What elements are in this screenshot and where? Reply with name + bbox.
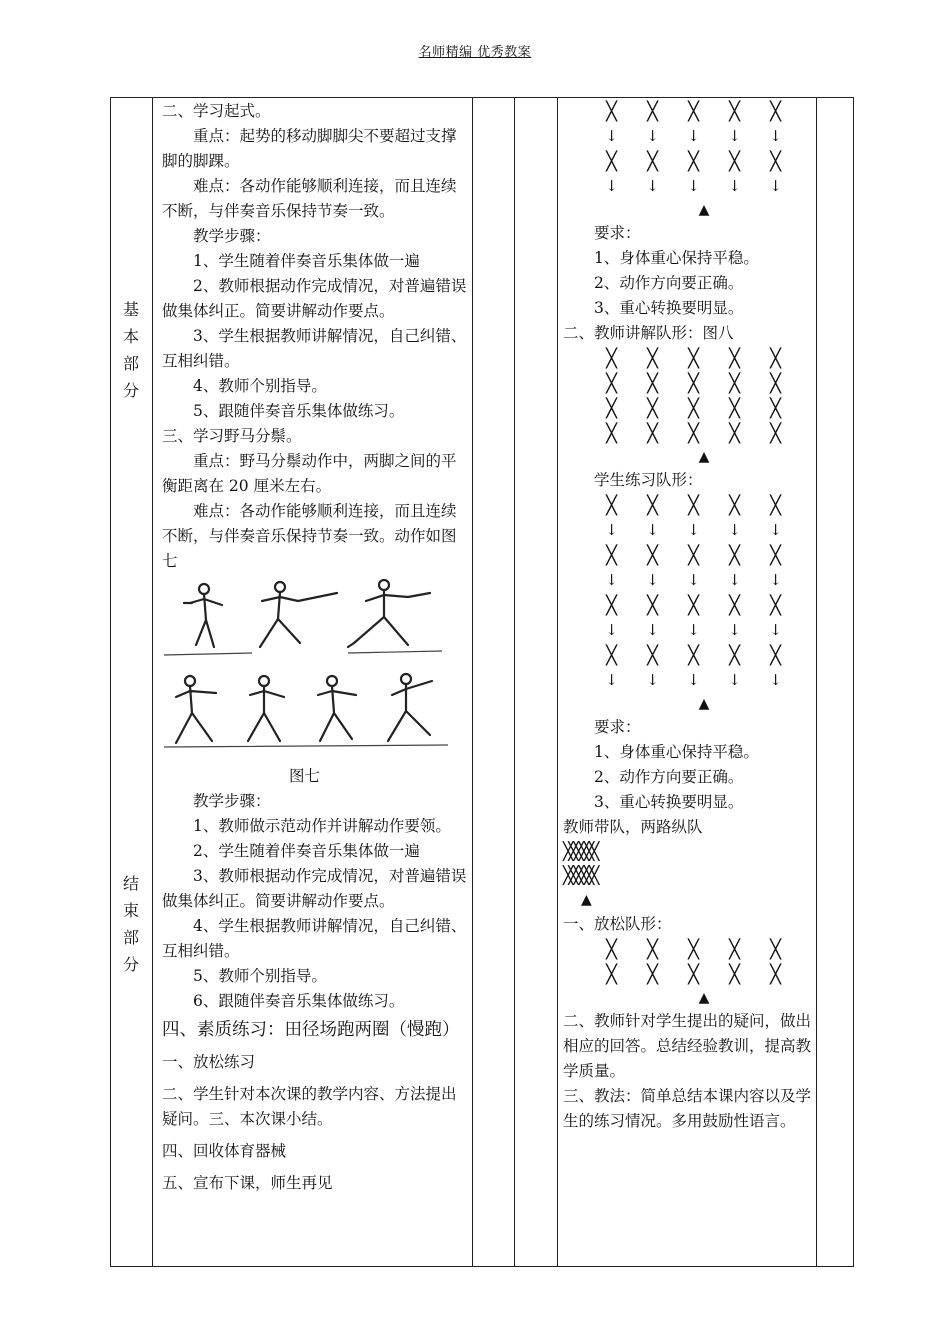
left-content bbox=[162, 99, 467, 1196]
requirement-item: 2、动作方向要正确。 bbox=[594, 274, 744, 292]
heading-formation-8: 二、教师讲解队形：图八 bbox=[563, 324, 734, 342]
step-text: 1、教师做示范动作并讲解动作要领。 bbox=[193, 817, 451, 835]
requirement-item: 3、重心转换要明显。 bbox=[594, 299, 744, 317]
closing-item: 一、放松练习 bbox=[162, 1053, 256, 1071]
answer-questions-text: 二、教师针对学生提出的疑问，做出相应的回答。总结经验教训，提高教学质量。 bbox=[563, 1012, 812, 1080]
step-text: 2、教师根据动作完成情况，对普遍错误做集体纠正。简要讲解动作要点。 bbox=[162, 277, 467, 320]
column-divider bbox=[152, 97, 153, 1267]
heading-qishi: 二、学习起式。 bbox=[162, 102, 271, 120]
teacher-position-marker: ▲ bbox=[698, 990, 710, 1006]
column-divider bbox=[816, 97, 817, 1267]
closing-item: 四、回收体育器械 bbox=[162, 1142, 287, 1160]
requirement-item: 1、身体重心保持平稳。 bbox=[594, 743, 759, 761]
step-text: 1、学生随着伴奏音乐集体做一遍 bbox=[193, 252, 420, 270]
heading-yema: 三、学习野马分鬃。 bbox=[162, 427, 302, 445]
step-text: 4、学生根据教师讲解情况，自己纠错、互相纠错。 bbox=[162, 917, 467, 960]
requirements-label: 要求： bbox=[594, 718, 641, 736]
column-formation-row: ╳╳╳╳╳╳ bbox=[563, 866, 595, 886]
section-label-end: 结 束 部 分 bbox=[122, 874, 139, 974]
formation-diagram-1: ╳ ╳ ╳ ╳ ╳ ↓ ↓ ↓ ↓ ↓ ╳ ╳ ╳ ╳ ╳ ↓ ↓ ↓ ↓ ↓ bbox=[605, 101, 782, 195]
key-point: 重点：起势的移动脚脚尖不要超过支撑脚的脚踝。 bbox=[162, 127, 457, 170]
step-text: 3、教师根据动作完成情况，对普遍错误做集体纠正。简要讲解动作要点。 bbox=[162, 867, 467, 910]
steps-label: 教学步骤： bbox=[193, 792, 271, 810]
step-text: 3、学生根据教师讲解情况，自己纠错、互相纠错。 bbox=[162, 327, 467, 370]
requirement-item: 3、重心转换要明显。 bbox=[594, 793, 744, 811]
closing-item: 二、学生针对本次课的教学内容、方法提出疑问。三、本次课小结。 bbox=[162, 1085, 457, 1128]
heading-fitness: 四、素质练习：田径场跑两圈（慢跑） bbox=[162, 1020, 460, 1040]
step-text: 4、教师个别指导。 bbox=[193, 377, 327, 395]
step-text: 2、学生随着伴奏音乐集体做一遍 bbox=[193, 842, 420, 860]
requirements-label: 要求： bbox=[594, 224, 641, 242]
closing-item: 五、宣布下课，师生再见 bbox=[162, 1174, 333, 1192]
relax-formation-label: 一、放松队形： bbox=[563, 915, 672, 933]
steps-label: 教学步骤： bbox=[193, 227, 271, 245]
step-text: 5、跟随伴奏音乐集体做练习。 bbox=[193, 402, 405, 420]
step-text: 5、教师个别指导。 bbox=[193, 967, 327, 985]
column-divider bbox=[557, 97, 558, 1267]
key-point: 重点：野马分鬃动作中，两脚之间的平衡距离在 20 厘米左右。 bbox=[162, 452, 457, 495]
teaching-method-text: 三、教法：简单总结本课内容以及学生的练习情况。多用鼓励性语言。 bbox=[563, 1087, 812, 1130]
right-content bbox=[563, 99, 813, 1134]
practice-formation-label: 学生练习队形： bbox=[594, 471, 703, 489]
column-divider bbox=[472, 97, 473, 1267]
column-divider bbox=[514, 97, 515, 1267]
teacher-position-marker: ▲ bbox=[698, 202, 710, 218]
practice-formation-diagram: ╳ ╳ ╳ ╳ ╳ ↓ ↓ ↓ ↓ ↓ ╳ ╳ ╳ ╳ ╳ ↓ ↓ ↓ ↓ ↓ ╳ ╳ ╳ ╳ ╳ ↓ ↓ ↓ ↓ ↓ ╳ ╳ ╳ ╳ ╳ ↓ ↓ ↓ ↓ ↓ bbox=[605, 495, 782, 689]
formation-diagram-8: ╳ ╳ ╳ ╳ ╳ ╳ ╳ ╳ ╳ ╳ ╳ ╳ ╳ ╳ ╳ ╳ ╳ ╳ ╳ ╳ bbox=[606, 348, 781, 444]
difficulty: 难点：各动作能够顺利连接，而且连续不断，与伴奏音乐保持节奏一致。动作如图七 bbox=[162, 502, 457, 570]
teacher-position-marker: ▲ bbox=[698, 696, 710, 712]
column-formation-row: ╳╳╳╳╳╳ bbox=[563, 842, 595, 862]
requirement-item: 1、身体重心保持平稳。 bbox=[594, 249, 759, 267]
taichi-figures-image bbox=[162, 575, 452, 761]
requirement-item: 2、动作方向要正确。 bbox=[594, 768, 744, 786]
figure-seven-illustration bbox=[162, 575, 467, 761]
figure-caption: 图七 bbox=[288, 767, 320, 785]
difficulty: 难点：各动作能够顺利连接，而且连续不断，与伴奏音乐保持节奏一致。 bbox=[162, 177, 457, 220]
section-label-basic: 基 本 部 分 bbox=[122, 300, 139, 400]
page-header: 名师精编 优秀教案 bbox=[418, 45, 532, 60]
teacher-position-marker: ▲ bbox=[698, 449, 710, 465]
step-text: 6、跟随伴奏音乐集体做练习。 bbox=[193, 992, 405, 1010]
teacher-position-marker: ▲ bbox=[581, 892, 592, 908]
relax-formation-diagram: ╳ ╳ ╳ ╳ ╳ ╳ ╳ ╳ ╳ ╳ bbox=[606, 939, 781, 985]
column-lead-text: 教师带队，两路纵队 bbox=[563, 818, 703, 836]
